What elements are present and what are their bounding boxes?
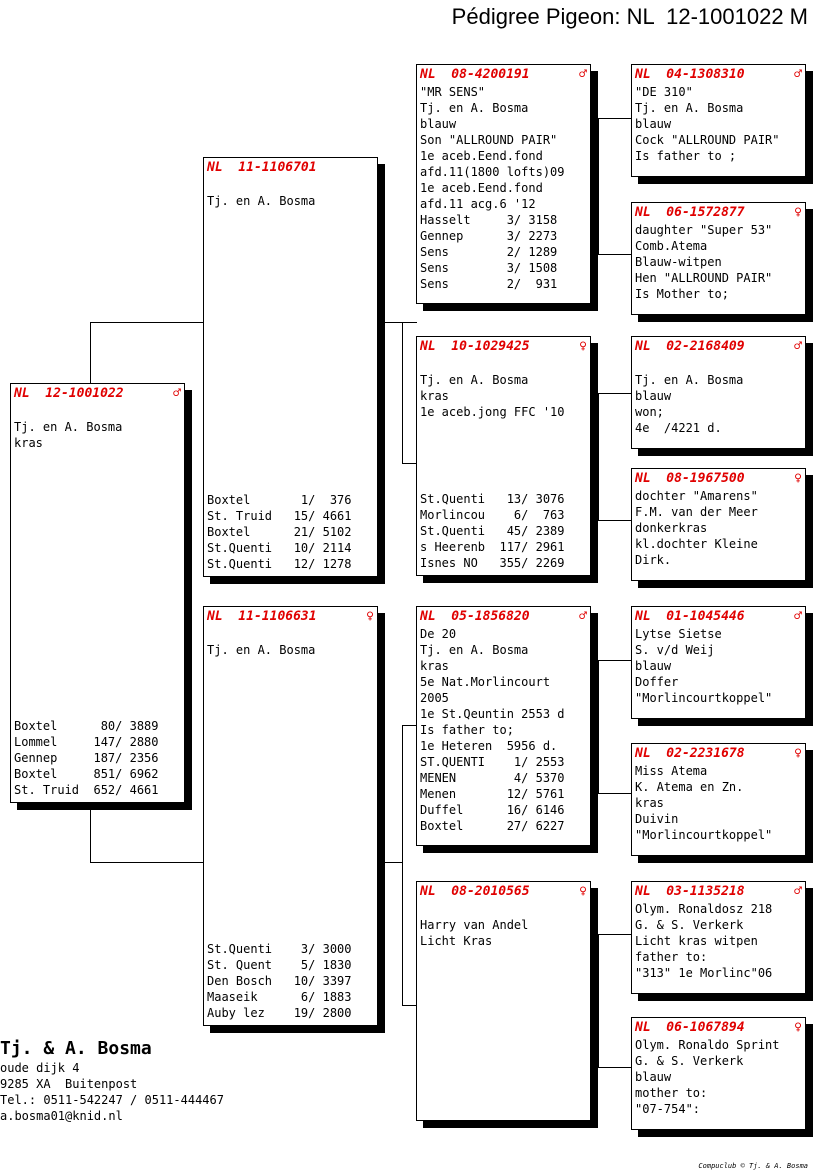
pigeon-info-line: blauw [635, 117, 672, 131]
owner-phone: Tel.: 0511-542247 / 0511-444467 [0, 1093, 224, 1107]
pigeon-info-line: Duivin [635, 812, 679, 826]
male-symbol-icon: ♂ [794, 609, 802, 624]
pigeon-info-line: "Morlincourtkoppel" [635, 828, 773, 842]
pigeon-info-line: Tj. en A. Bosma [420, 643, 529, 657]
ring-number: NL 03-1135218 [635, 884, 745, 899]
pigeon-info-line: Is father to ; [635, 149, 737, 163]
pigeon-info-line: Boxtel 27/ 6227 [420, 819, 565, 833]
male-symbol-icon: ♂ [794, 339, 802, 354]
race-result-line: St.Quenti 3/ 3000 [207, 942, 352, 956]
race-result-line: Gennep 187/ 2356 [14, 751, 159, 765]
male-symbol-icon: ♂ [579, 67, 587, 82]
pigeon-info-line: "313" 1e Morlinc"06 [635, 966, 773, 980]
ring-number-header [635, 1020, 802, 1037]
pigeon-info-line: Olym. Ronaldo Sprint [635, 1038, 780, 1052]
pigeon-info-line [14, 403, 181, 419]
ring-number-header [635, 339, 802, 356]
pigeon-info-line: blauw [635, 389, 672, 403]
pigeon-info-line: afd.11 acg.6 '12 [420, 197, 536, 211]
ring-number-header [635, 205, 802, 222]
race-results [14, 718, 181, 798]
pigeon-info-line: G. & S. Verkerk [635, 1054, 744, 1068]
pigeon-card-mother [203, 606, 378, 1026]
pigeon-info-line: Licht kras witpen [635, 934, 758, 948]
pigeon-info-line: Tj. en A. Bosma [420, 373, 529, 387]
connector-line [90, 322, 204, 323]
pigeon-info-line: G. & S. Verkerk [635, 918, 744, 932]
pigeon-info-line: Tj. en A. Bosma [207, 194, 316, 208]
pigeon-info-line: Tj. en A. Bosma [420, 101, 529, 115]
connector-line [598, 393, 599, 521]
pigeon-info-line: Is Mother to; [635, 287, 729, 301]
female-symbol-icon: ♀ [794, 1020, 802, 1035]
pigeon-card-fm [416, 336, 591, 576]
pigeon-info-line: 2005 [420, 691, 449, 705]
male-symbol-icon: ♂ [794, 884, 802, 899]
pigeon-info-line: Sens 2/ 931 [420, 277, 558, 291]
pigeon-info-line: K. Atema en Zn. [635, 780, 744, 794]
pigeon-card-mff [631, 606, 806, 719]
pigeon-card-ff [416, 64, 591, 304]
pigeon-info-line: won; [635, 405, 664, 419]
pigeon-card-subject [10, 383, 185, 803]
pigeon-info-line: 1e aceb.Eend.fond [420, 149, 543, 163]
connector-line [598, 393, 632, 394]
connector-line [598, 793, 632, 794]
race-results [207, 941, 374, 1021]
page-title: Pédigree Pigeon: NL 12-1001022 M [451, 4, 808, 29]
race-result-line: Isnes NO 355/ 2269 [420, 556, 565, 570]
pigeon-info-line: S. v/d Weij [635, 643, 715, 657]
ring-number: NL 08-2010565 [420, 884, 530, 899]
male-symbol-icon: ♂ [579, 609, 587, 624]
race-result-line: St.Quenti 45/ 2389 [420, 524, 565, 538]
ring-number: NL 12-1001022 [14, 386, 124, 401]
ring-number-header [14, 386, 181, 403]
race-result-line: St. Truid 652/ 4661 [14, 783, 159, 797]
ring-number: NL 06-1572877 [635, 205, 745, 220]
connector-line [402, 725, 403, 1006]
race-result-line: Maaseik 6/ 1883 [207, 990, 352, 1004]
pigeon-info-line: 5e Nat.Morlincourt [420, 675, 551, 689]
race-result-line: St.Quenti 12/ 1278 [207, 557, 352, 571]
connector-line [598, 520, 632, 521]
connector-line [598, 118, 632, 119]
pigeon-info-line: kras [635, 796, 664, 810]
pigeon-info-line: Harry van Andel [420, 918, 529, 932]
owner-address: oude dijk 4 [0, 1061, 80, 1075]
pigeon-info-line: Miss Atema [635, 764, 708, 778]
ring-number: NL 10-1029425 [420, 339, 530, 354]
connector-line [598, 934, 632, 935]
connector-line [598, 254, 632, 255]
male-symbol-icon: ♂ [794, 67, 802, 82]
pigeon-info-line: Hasselt 3/ 3158 [420, 213, 558, 227]
race-result-line: St. Quent 5/ 1830 [207, 958, 352, 972]
pigeon-info-line: Dirk. [635, 553, 672, 567]
pigeon-info-line: daughter "Super 53" [635, 223, 773, 237]
pigeon-info-line: Tj. en A. Bosma [207, 643, 316, 657]
pigeon-info-line [635, 356, 802, 372]
connector-line [598, 660, 599, 794]
ring-number-header [420, 609, 587, 626]
pigeon-info-line: MENEN 4/ 5370 [420, 771, 565, 785]
pigeon-info-line: Tj. en A. Bosma [635, 101, 744, 115]
pigeon-info-line: Son "ALLROUND PAIR" [420, 133, 558, 147]
pigeon-info-line: Tj. en A. Bosma [635, 373, 744, 387]
pigeon-info-line: kras [420, 659, 449, 673]
pigeon-info-line [420, 356, 587, 372]
pigeon-info-line: blauw [635, 1070, 672, 1084]
female-symbol-icon: ♀ [794, 471, 802, 486]
connector-line [402, 1005, 417, 1006]
connector-line [598, 1067, 632, 1068]
pigeon-card-fff [631, 64, 806, 177]
pigeon-card-fmm [631, 468, 806, 581]
race-result-line: St.Quenti 13/ 3076 [420, 492, 565, 506]
pigeon-info-line: donkerkras [635, 521, 708, 535]
connector-line [90, 322, 91, 384]
female-symbol-icon: ♀ [366, 609, 374, 624]
ring-number-header [635, 746, 802, 763]
ring-number-header [635, 67, 802, 84]
pigeon-card-father [203, 157, 378, 577]
pigeon-info-line: 1e aceb.jong FFC '10 [420, 405, 565, 419]
ring-number: NL 02-2231678 [635, 746, 745, 761]
pigeon-info-line: 1e Heteren 5956 d. [420, 739, 558, 753]
pigeon-info-line: Sens 2/ 1289 [420, 245, 558, 259]
connector-line [402, 322, 417, 323]
pigeon-info-line: father to: [635, 950, 708, 964]
connector-line [402, 725, 417, 726]
ring-number: NL 04-1308310 [635, 67, 745, 82]
pigeon-info-line: Licht Kras [420, 934, 493, 948]
pigeon-info-line: blauw [420, 117, 457, 131]
ring-number-header [420, 67, 587, 84]
owner-email: a.bosma01@knid.nl [0, 1109, 123, 1123]
race-result-line: Den Bosch 10/ 3397 [207, 974, 352, 988]
pigeon-info-line: "Morlincourtkoppel" [635, 691, 773, 705]
ring-number: NL 08-4200191 [420, 67, 530, 82]
pigeon-info-line: "MR SENS" [420, 85, 486, 99]
race-result-line: St.Quenti 10/ 2114 [207, 541, 352, 555]
male-symbol-icon: ♂ [173, 386, 181, 401]
pigeon-info-line: De 20 [420, 627, 457, 641]
ring-number: NL 11-1106631 [207, 609, 317, 624]
pigeon-info-line: kras [420, 389, 449, 403]
pigeon-info-line [420, 901, 587, 917]
pigeon-card-mmm [631, 1017, 806, 1130]
ring-number-header [635, 884, 802, 901]
ring-number-header [207, 160, 374, 177]
race-result-line: s Heerenb 117/ 2961 [420, 540, 565, 554]
footer-credit: Compuclub © Tj. & A. Bosma [698, 1162, 808, 1170]
ring-number: NL 02-2168409 [635, 339, 745, 354]
connector-line [598, 660, 632, 661]
connector-line [384, 862, 402, 863]
pigeon-info-line: 1e St.Qeuntin 2553 d [420, 707, 565, 721]
pigeon-info-line: Olym. Ronaldosz 218 [635, 902, 773, 916]
race-result-line: Boxtel 1/ 376 [207, 493, 352, 507]
female-symbol-icon: ♀ [579, 884, 587, 899]
pigeon-info-line: 4e /4221 d. [635, 421, 722, 435]
race-result-line: Lommel 147/ 2880 [14, 735, 159, 749]
pigeon-info-line: "DE 310" [635, 85, 693, 99]
pigeon-card-fmf [631, 336, 806, 449]
pigeon-info-line: kl.dochter Kleine [635, 537, 758, 551]
ring-number: NL 06-1067894 [635, 1020, 745, 1035]
pigeon-card-mm [416, 881, 591, 1121]
pigeon-info-line: Lytse Sietse [635, 627, 722, 641]
pigeon-card-mmf [631, 881, 806, 994]
owner-name: Tj. & A. Bosma [0, 1038, 152, 1059]
pigeon-info-line: Sens 3/ 1508 [420, 261, 558, 275]
pigeon-info-line: kras [14, 436, 43, 450]
ring-number-header [635, 471, 802, 488]
pigeon-card-mf [416, 606, 591, 846]
pigeon-info-line: mother to: [635, 1086, 708, 1100]
ring-number: NL 01-1045446 [635, 609, 745, 624]
pigeon-info-line: Cock "ALLROUND PAIR" [635, 133, 780, 147]
female-symbol-icon: ♀ [579, 339, 587, 354]
pigeon-info-line: blauw [635, 659, 672, 673]
race-result-line: Morlincou 6/ 763 [420, 508, 565, 522]
pigeon-info-line: ST.QUENTI 1/ 2553 [420, 755, 565, 769]
owner-block [0, 1038, 224, 1124]
ring-number: NL 11-1106701 [207, 160, 317, 175]
ring-number: NL 08-1967500 [635, 471, 745, 486]
connector-line [90, 808, 91, 863]
female-symbol-icon: ♀ [794, 746, 802, 761]
pigeon-card-mfm [631, 743, 806, 856]
ring-number-header [420, 884, 587, 901]
pigeon-info-line [207, 177, 374, 193]
female-symbol-icon: ♀ [794, 205, 802, 220]
ring-number-header [635, 609, 802, 626]
connector-line [402, 322, 403, 464]
race-result-line: Auby lez 19/ 2800 [207, 1006, 352, 1020]
pigeon-info-line: 1e aceb.Eend.fond [420, 181, 543, 195]
owner-postcode: 9285 XA Buitenpost [0, 1077, 138, 1091]
race-result-line: Boxtel 80/ 3889 [14, 719, 159, 733]
pigeon-info-line: Blauw-witpen [635, 255, 722, 269]
ring-number-header [207, 609, 374, 626]
race-result-line: Boxtel 21/ 5102 [207, 525, 352, 539]
pigeon-info-line: Menen 12/ 5761 [420, 787, 565, 801]
pigeon-info-line: dochter "Amarens" [635, 489, 758, 503]
race-result-line: Boxtel 851/ 6962 [14, 767, 159, 781]
pigeon-info-line: Gennep 3/ 2273 [420, 229, 558, 243]
pigeon-card-ffm [631, 202, 806, 315]
pigeon-info-line: Doffer [635, 675, 679, 689]
ring-number: NL 05-1856820 [420, 609, 530, 624]
connector-line [402, 463, 417, 464]
ring-number-header [420, 339, 587, 356]
race-result-line: St. Truid 15/ 4661 [207, 509, 352, 523]
pigeon-info-line: afd.11(1800 lofts)09 [420, 165, 565, 179]
connector-line [90, 862, 204, 863]
pigeon-info-line [207, 626, 374, 642]
pigeon-info-line: Is father to; [420, 723, 514, 737]
connector-line [598, 934, 599, 1068]
pigeon-info-line: Comb.Atema [635, 239, 708, 253]
race-results [420, 491, 587, 571]
race-results [207, 492, 374, 572]
pigeon-info-line: Duffel 16/ 6146 [420, 803, 565, 817]
pigeon-info-line: Tj. en A. Bosma [14, 420, 123, 434]
pigeon-info-line: Hen "ALLROUND PAIR" [635, 271, 773, 285]
pigeon-info-line: F.M. van der Meer [635, 505, 758, 519]
pigeon-info-line: "07-754": [635, 1102, 701, 1116]
connector-line [384, 322, 402, 323]
connector-line [598, 118, 599, 255]
